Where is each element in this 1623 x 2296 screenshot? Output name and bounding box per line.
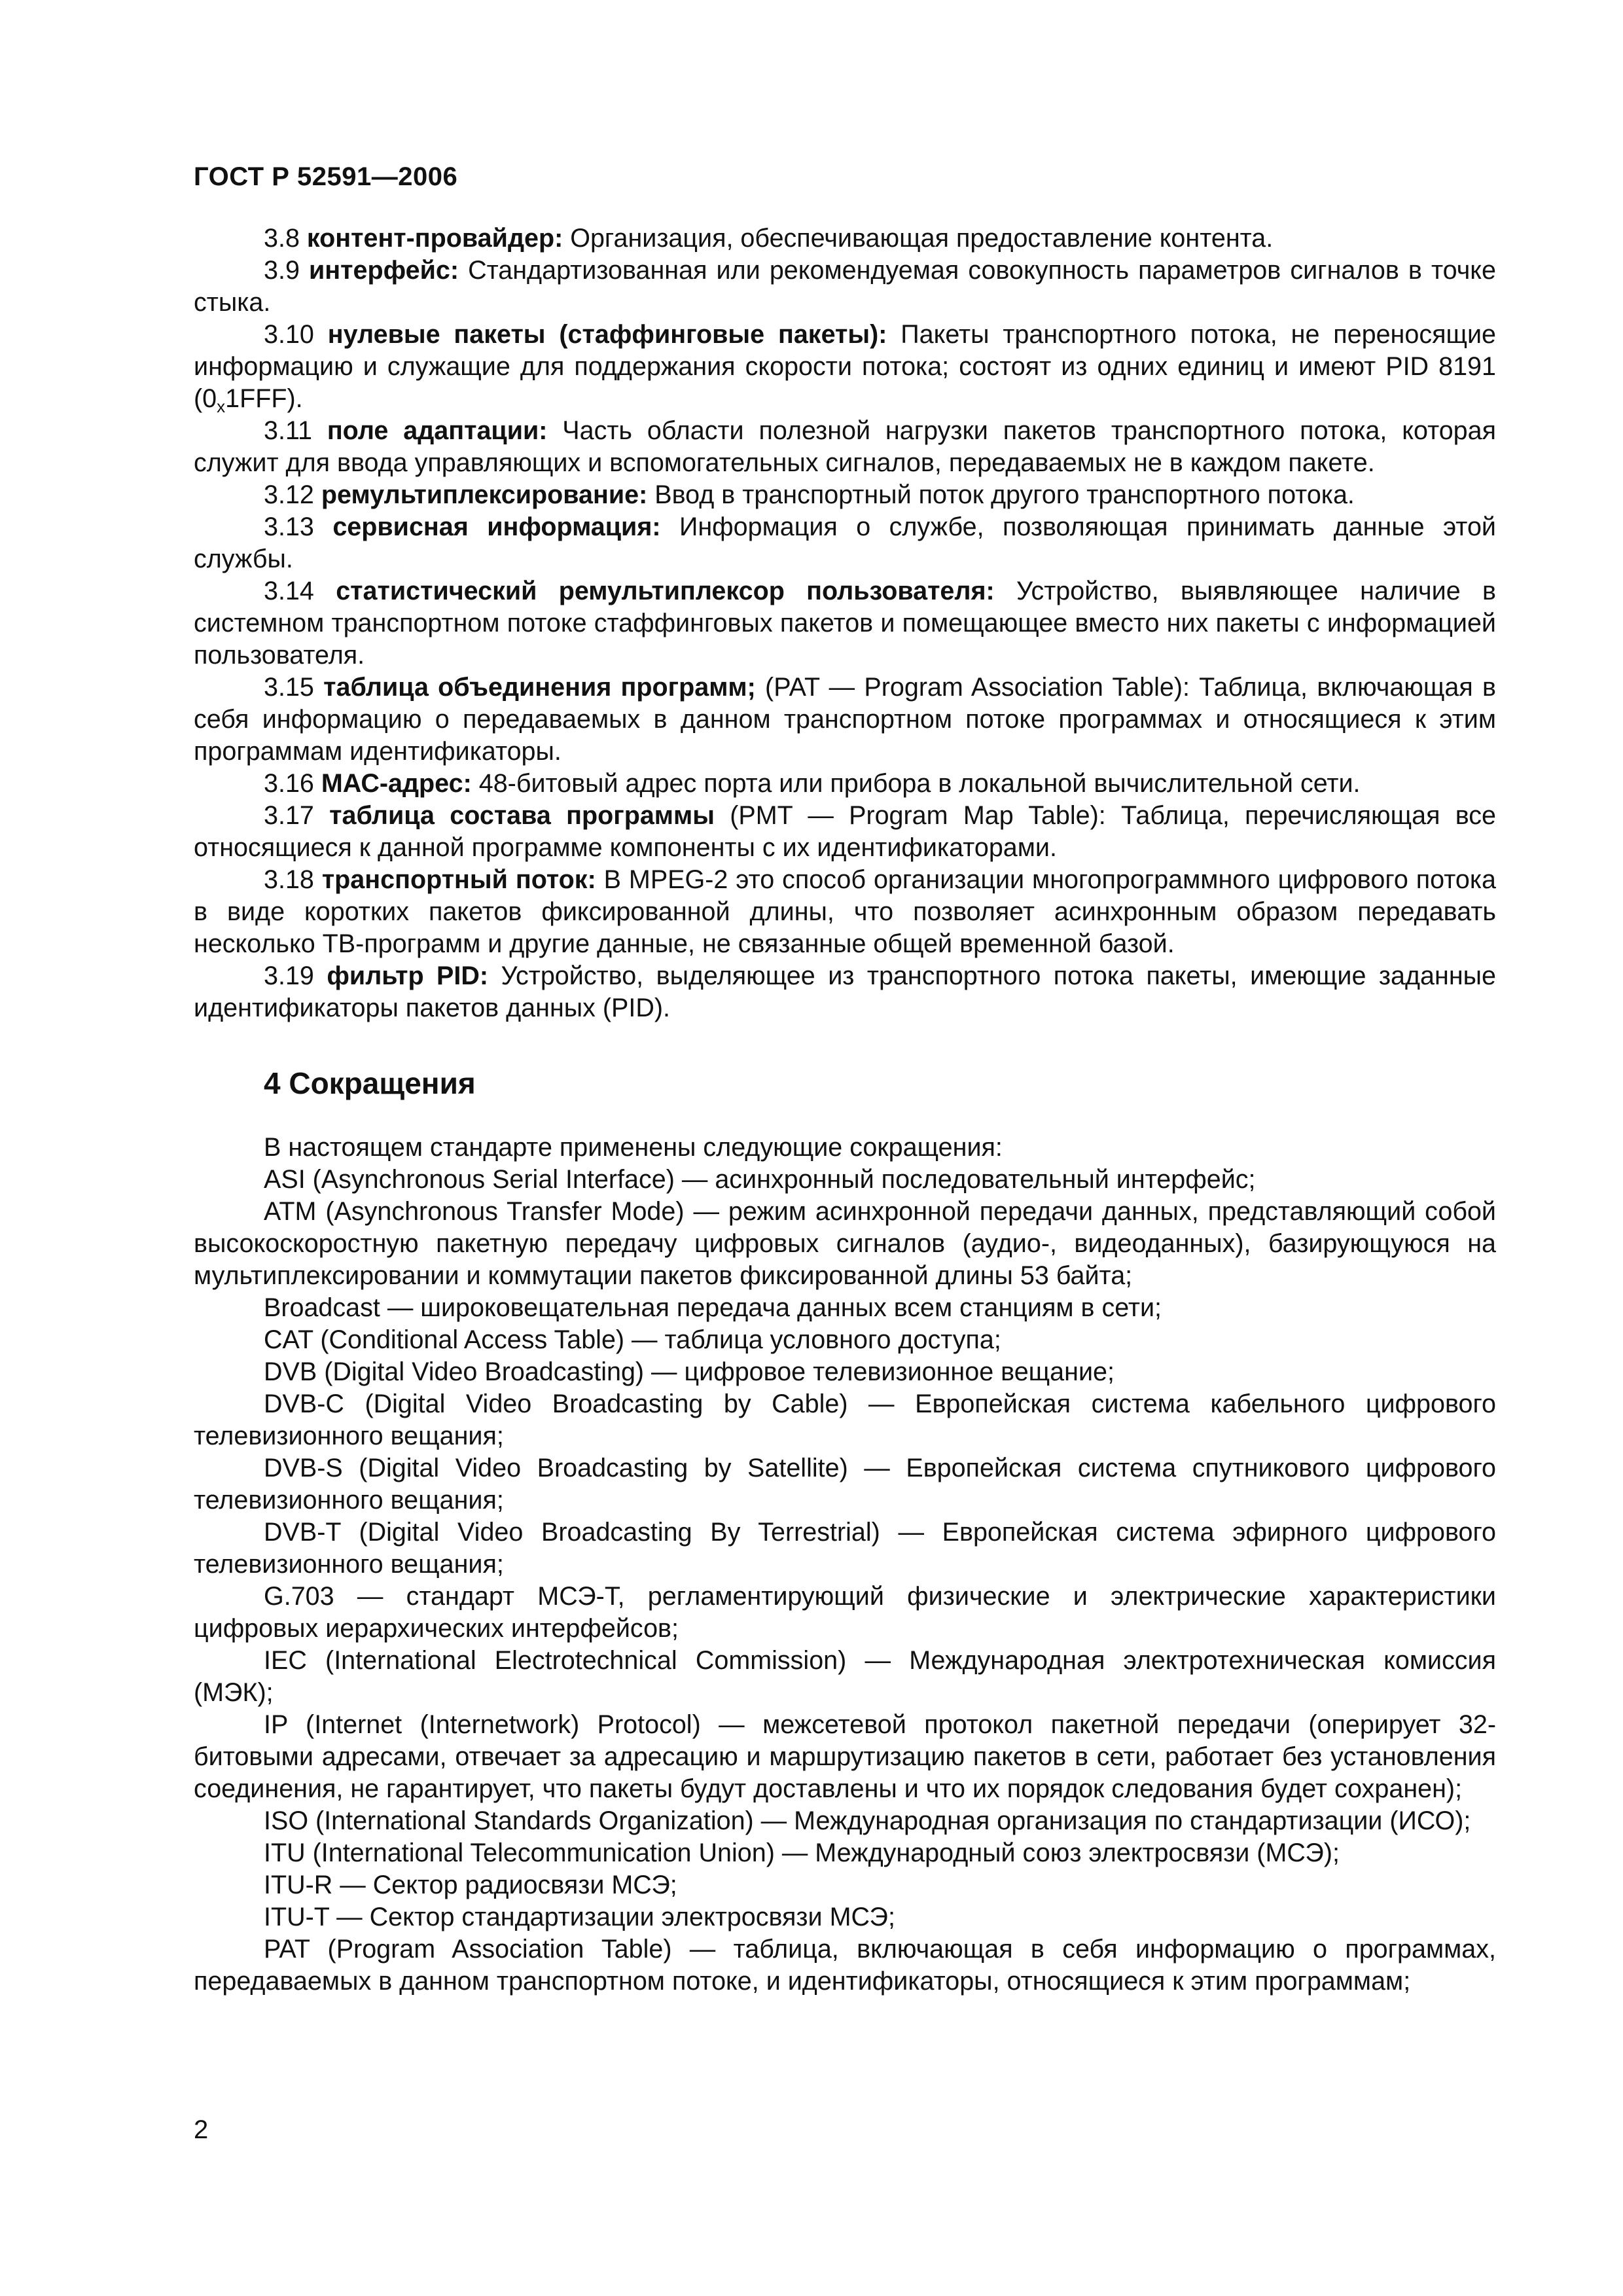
definition-text-after: 1FFF). <box>225 384 303 413</box>
document-code: ГОСТ Р 52591—2006 <box>194 162 458 191</box>
definition-3-11 <box>194 415 1496 479</box>
abbreviations-list <box>194 1132 1496 1998</box>
definition-text: 48-битовый адрес порта или прибора в локальной вычислительной сети. <box>471 769 1361 798</box>
definition-term: контент-провайдер: <box>306 224 563 253</box>
definition-text: Устройство, выделяющее из транспортного потока пакеты, имеющие заданные идентификаторы пакетов данных (PID). <box>194 961 1496 1022</box>
definition-number: 3.9 <box>264 256 300 285</box>
definition-text: (PAT — Program Association Table): Таблица, включающая в себя информацию о передаваемых в данном транспортном потоке программах и относящиеся к этим программам идентификаторы. <box>194 673 1496 766</box>
definition-3-9 <box>194 255 1496 319</box>
definition-3-13 <box>194 511 1496 575</box>
abbreviation-item: ITU (International Telecommunication Union) — Международный союз электросвязи (МСЭ); <box>264 1839 1340 1867</box>
abbreviation-item: DVB-C (Digital Video Broadcasting by Cable) — Европейская система кабельного цифрового телевизионного вещания; <box>194 1390 1496 1450</box>
abbreviation-item: IP (Internet (Internetwork) Protocol) — межсетевой протокол пакетной передачи (оперирует 32-битовыми адресами, отвечает за адресацию и маршрутизацию пакетов в сети, работает без установления соединения, не гарантирует, что пакеты будут доставлены и что их порядок следования будет сохранен); <box>194 1710 1496 1803</box>
abbreviation-item: IEC (International Electrotechnical Commission) — Международная электротехническая комиссия (МЭК); <box>194 1646 1496 1707</box>
definition-3-15 <box>194 672 1496 768</box>
definitions-list <box>194 223 1496 1024</box>
definition-text: Стандартизованная или рекомендуемая совокупность параметров сигналов в точке стыка. <box>194 256 1496 317</box>
definition-number: 3.14 <box>264 577 314 605</box>
definition-term: ремультиплексирование: <box>321 480 648 509</box>
abbreviation-item: DVB (Digital Video Broadcasting) — цифровое телевизионное вещание; <box>264 1357 1115 1386</box>
definition-number: 3.11 <box>264 416 312 445</box>
abbreviation-item: DVB-S (Digital Video Broadcasting by Satellite) — Европейская система спутникового цифрового телевизионного вещания; <box>194 1454 1496 1515</box>
abbreviation-item: ITU-T — Сектор стандартизации электросвязи МСЭ; <box>264 1903 895 1931</box>
definition-term: поле адаптации: <box>327 416 548 445</box>
abbreviation-item: ASI (Asynchronous Serial Interface) — асинхронный последовательный интерфейс; <box>264 1165 1256 1194</box>
definition-term: сервисная информация: <box>332 512 661 541</box>
definition-text: Ввод в транспортный поток другого транспортного потока. <box>647 480 1355 509</box>
definition-term: фильтр PID: <box>327 961 489 990</box>
abbreviation-item: ITU-R — Сектор радиосвязи МСЭ; <box>264 1871 677 1899</box>
definition-text: Часть области полезной нагрузки пакетов транспортного потока, которая служит для ввода управляющих и вспомогательных сигналов, передаваемых не в каждом пакете. <box>194 416 1497 477</box>
definition-text: Организация, обеспечивающая предоставление контента. <box>563 224 1274 253</box>
definition-term: таблица объединения программ; <box>323 673 756 702</box>
definition-3-18 <box>194 864 1496 960</box>
definition-3-17 <box>194 800 1496 864</box>
abbreviation-item: ISO (International Standards Organization) — Международная организация по стандартизации (ИСО); <box>264 1806 1471 1835</box>
definition-term: интерфейс: <box>309 256 459 285</box>
section-title: 4 Сокращения <box>264 1066 476 1100</box>
abbreviation-item: Broadcast — широковещательная передача данных всем станциям в сети; <box>264 1293 1162 1322</box>
definition-term: МАС-адрес: <box>321 769 472 798</box>
abbreviation-item: G.703 — стандарт МСЭ-Т, регламентирующий физические и электрические характеристики цифровых иерархических интерфейсов; <box>194 1582 1496 1643</box>
definition-3-12 <box>194 479 1496 511</box>
hex-subscript: x <box>217 397 226 416</box>
definition-term: нулевые пакеты (стаффинговые пакеты): <box>327 320 887 349</box>
abbreviation-item: ATM (Asynchronous Transfer Mode) — режим асинхронной передачи данных, представляющий собой высокоскоростную пакетную передачу цифровых сигналов (аудио-, видеоданных), базирующуюся на мультиплексировании и коммутации пакетов фиксированной длины 53 байта; <box>194 1197 1496 1290</box>
definition-3-19 <box>194 960 1496 1024</box>
definition-3-8 <box>194 223 1496 255</box>
definition-term: таблица состава программы <box>329 801 715 830</box>
definition-number: 3.15 <box>264 673 314 702</box>
definition-number: 3.16 <box>264 769 314 798</box>
definition-text: Пакеты транспортного потока, не переносящие информацию и служащие для поддержания скорости потока; состоят из одних единиц и имеют PID 8191 (0 <box>194 320 1497 413</box>
definition-text: (PMT — Program Map Table): Таблица, перечисляющая все относящиеся к данной программе компоненты с их идентификаторами. <box>194 801 1496 862</box>
definition-3-10 <box>194 319 1496 415</box>
definition-number: 3.13 <box>264 512 314 541</box>
abbreviation-item: CAT (Conditional Access Table) — таблица условного доступа; <box>264 1325 1001 1354</box>
abbreviation-item: PAT (Program Association Table) — таблица, включающая в себя информацию о программах, передаваемых в данном транспортном потоке, и идентификаторы, относящиеся к этим программам; <box>194 1935 1496 1996</box>
abbreviation-item: DVB-T (Digital Video Broadcasting By Terrestrial) — Европейская система эфирного цифрового телевизионного вещания; <box>194 1518 1496 1579</box>
definition-term: транспортный поток: <box>321 865 596 894</box>
abbreviations-intro: В настоящем стандарте применены следующие сокращения: <box>264 1133 1003 1162</box>
definition-number: 3.17 <box>264 801 314 830</box>
page-number: 2 <box>194 2115 209 2144</box>
definition-number: 3.18 <box>264 865 314 894</box>
definition-term: статистический ремультиплексор пользователя: <box>336 577 995 605</box>
definition-number: 3.10 <box>264 320 314 349</box>
page-body <box>194 223 1496 1998</box>
definition-3-14 <box>194 575 1496 672</box>
definition-text: Устройство, выявляющее наличие в системном транспортном потоке стаффинговых пакетов и помещающее вместо них пакеты с информацией пользователя. <box>194 577 1496 670</box>
definition-text: В MPEG-2 это способ организации многопрограммного цифрового потока в виде коротких пакетов фиксированной длины, что позволяет асинхронным образом передавать несколько ТВ-программ и другие данные, не связанные общей временной базой. <box>194 865 1496 958</box>
definition-number: 3.8 <box>264 224 300 253</box>
definition-number: 3.19 <box>264 961 314 990</box>
definition-number: 3.12 <box>264 480 314 509</box>
definition-3-16 <box>194 768 1496 800</box>
definition-text: Информация о службе, позволяющая принимать данные этой службы. <box>194 512 1496 573</box>
